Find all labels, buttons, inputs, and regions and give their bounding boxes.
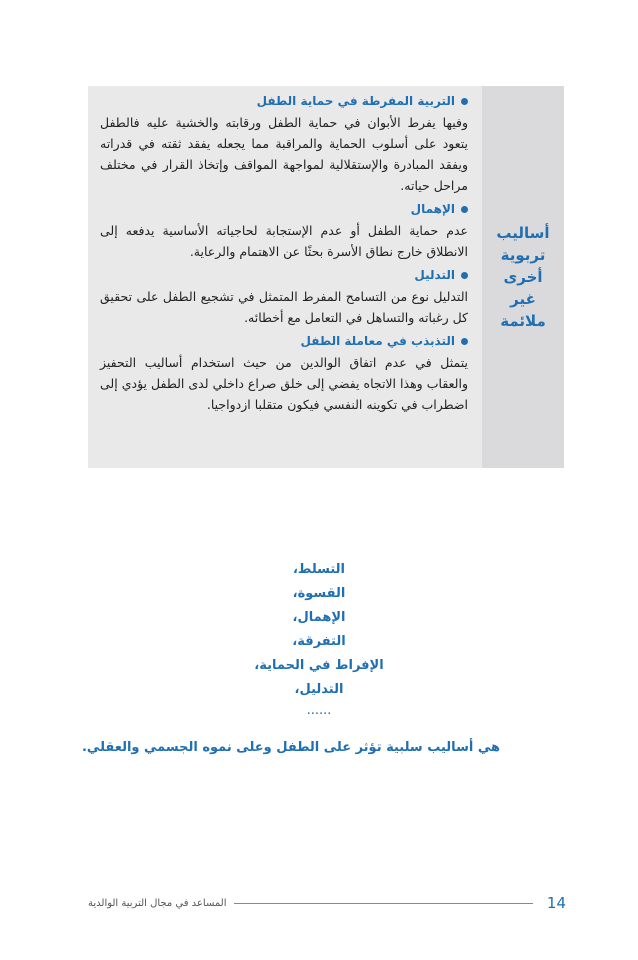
list-ellipsis: ...... [306,703,332,718]
bullet-icon [461,272,468,279]
style-heading: التدليل [100,266,468,284]
list-item: الإفراط في الحماية، [254,658,384,673]
book-title: المساعد في مجال التربية الوالدية [88,897,227,909]
table-body-cell [88,86,478,468]
page-number: 14 [546,894,566,912]
style-item-inconsistency [100,332,468,415]
style-heading: الإهمال [100,200,468,218]
style-description: وفيها يفرط الأبوان في حماية الطفل ورقابته والخشية عليه فالطفل يتعود على أسلوب الحماية والمراقبة مما يجعله يفقد ثقته في قدراته ويفقد المبادرة والإستقلالية لمواجهة المواقف وإتخاذ القرار في مختلف مراحل حياته. [100,115,468,193]
style-heading: التذبذب في معاملة الطفل [100,332,468,350]
bullet-icon [461,338,468,345]
negative-styles-list [0,558,638,720]
side-title: أساليب تربوية أخرى غير ملائمة [496,224,550,330]
styles-table [88,86,564,468]
bullet-icon [461,98,468,105]
style-item-overprotection [100,92,468,196]
footer-rule [234,903,532,904]
list-item: القسوة، [292,586,346,601]
list-item: الإهمال، [292,610,346,625]
list-item: التدليل، [294,682,344,697]
page-footer [88,893,566,913]
bullet-icon [461,206,468,213]
style-description: يتمثل في عدم اتفاق الوالدين من حيث استخدام أساليب التحفيز والعقاب وهذا الاتجاه يفضي إلى خلق صراع داخلي لدى الطفل يؤدي إلى اضطراب في تكوينه النفسي فيكون متقلبا ازدواجيا. [100,355,468,412]
table-side-cell [482,86,564,468]
list-item: التفرقة، [292,634,346,649]
style-heading: التربية المفرطة في حماية الطفل [100,92,468,110]
list-item: التسلط، [292,562,346,577]
summary-sentence: هي أساليب سلبية تؤثر على الطفل وعلى نموه الجسمي والعقلي. [81,740,500,755]
style-description: عدم حماية الطفل أو عدم الإستجابة لحاجياته الأساسية يدفعه إلى الانطلاق خارج نطاق الأسرة بحثًا عن الاهتمام والرعاية. [100,223,468,259]
style-description: التدليل نوع من التسامح المفرط المتمثل في تشجيع الطفل على تحقيق كل رغباته والتساهل في التعامل مع أخطائه. [100,289,468,325]
style-item-neglect [100,200,468,262]
style-item-pampering [100,266,468,328]
